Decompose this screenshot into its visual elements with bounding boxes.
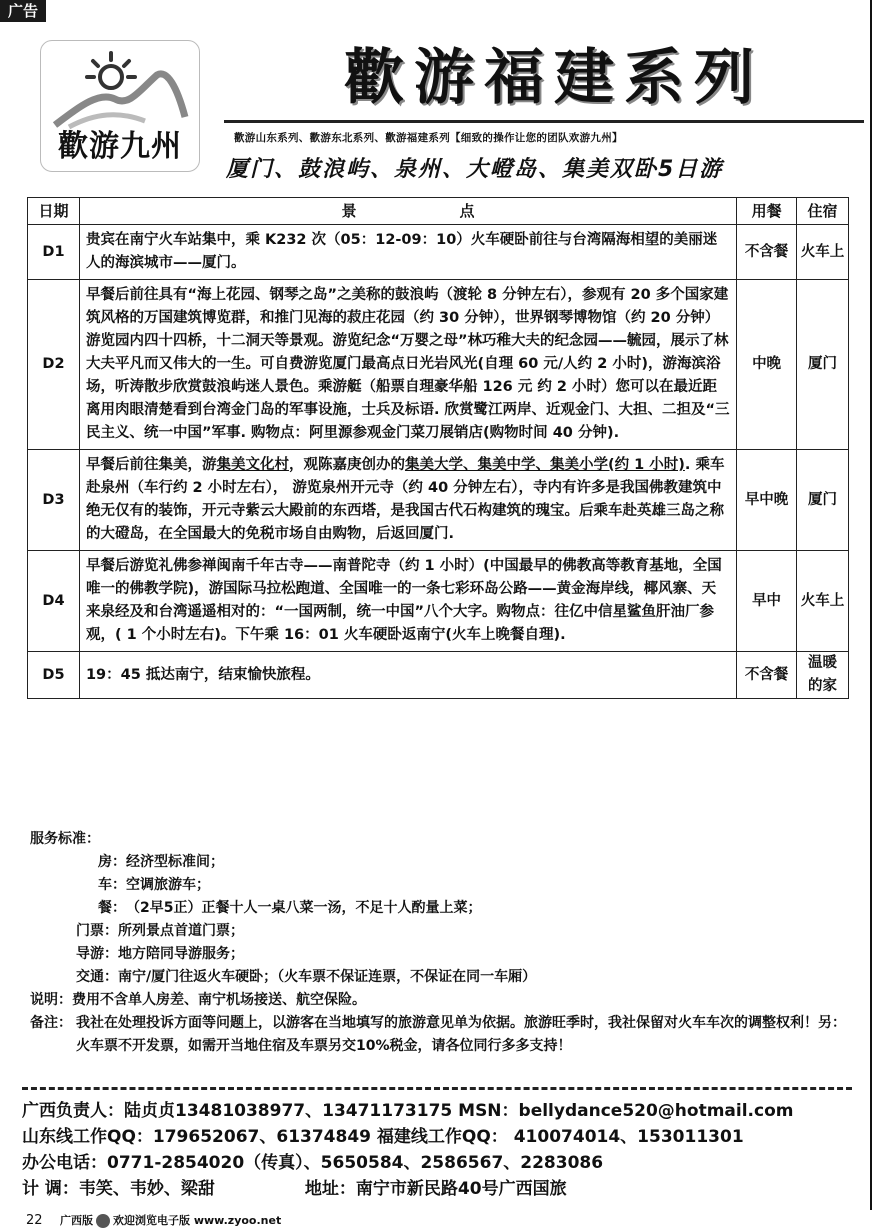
stay-cell: 厦门 <box>797 280 849 450</box>
service-value: 空调旅游车； <box>126 877 210 893</box>
table-row <box>28 652 849 699</box>
welcome-link[interactable]: 欢迎浏览电子版 www.zyoo.net <box>113 1214 282 1227</box>
service-value: 所列景点首道门票； <box>118 923 244 939</box>
contact-line: 山东线工作QQ：179652067、61374849 福建线工作QQ： 410074014、153011301 <box>22 1127 744 1147</box>
header-stay: 住宿 <box>797 198 849 225</box>
service-key: 导游： <box>76 946 118 962</box>
service-heading: 服务标准： <box>30 831 100 847</box>
dashed-divider <box>22 1087 852 1090</box>
contact-line <box>22 1176 868 1202</box>
page-number: 22 <box>26 1213 43 1228</box>
service-item <box>30 874 850 897</box>
series-line: 歡游山东系列、歡游东北系列、歡游福建系列【细致的操作让您的团队欢游九州】 <box>234 132 623 144</box>
service-item <box>30 966 850 989</box>
remark-block <box>30 1012 850 1058</box>
desc-text: 早餐后前往集美，游 <box>85 457 217 473</box>
logo-text: 歡游九州 <box>58 129 182 164</box>
stay-line: 的家 <box>808 678 838 694</box>
desc-text: . 乘车赴泉州（车行约 2 小时左右）， 游览泉州开元寺（约 40 分钟左右），寺内有许多是我国佛教建筑中绝无仅有的装饰，开元寺紫云大殿前的东西塔，是我国古代石构建筑的瑰宝。后乘车赴英雄三岛之称的大磴岛，在全国最大的免税市场自由购物，后返回厦门. <box>85 457 725 542</box>
contact-block <box>22 1098 868 1202</box>
table-row <box>28 551 849 652</box>
table-row <box>28 280 849 450</box>
day-cell: D3 <box>28 450 80 551</box>
meal-cell: 中晚 <box>737 280 797 450</box>
page-title: 歡游福建系列 <box>344 43 764 113</box>
note-value: 费用不含单人房差、南宁机场接送、航空保险。 <box>72 992 366 1008</box>
remark-key: 备注： <box>30 1015 72 1031</box>
contact-line: 广西负责人：陆贞贞13481038977、13471173175 MSN：bellydance520@hotmail.com <box>22 1101 794 1121</box>
stay-cell <box>797 652 849 699</box>
service-key: 交通： <box>76 969 118 985</box>
footer-info <box>60 1210 281 1232</box>
stay-cell: 火车上 <box>797 225 849 280</box>
route-title: 厦门、鼓浪屿、泉州、大嶝岛、集美双卧5日游 <box>226 157 724 182</box>
service-item <box>30 851 850 874</box>
service-value: 地方陪同导游服务； <box>118 946 244 962</box>
planner-names: 计 调：韦笑、韦妙、梁甜 <box>22 1179 215 1199</box>
service-standards <box>30 828 850 1058</box>
desc-text: ，观陈嘉庚创办的 <box>288 457 405 473</box>
desc-cell: 早餐后前往具有“海上花园、钢琴之岛”之美称的鼓浪屿（渡轮 8 分钟左右），参观有 20 多个国家建筑风格的万国建筑博览群，和推门见海的菽庄花园（约 30 分钟），世界钢琴博物馆（约 20 分钟）游览园内四十四桥，十二洞天等景观。游览纪念“万婴之母”林巧稚大夫的纪念园——毓园，展示了林大夫平凡而又伟大的一生。可自费游览厦门最高点日光岩风光(自理 60 元/人约 2 小时)，游海滨浴场，听涛散步欣赏鼓浪屿迷人景色。乘游艇（船票自理豪华船 126 元 约 2 小时）您可以在最近距离用肉眼清楚看到台湾金门岛的军事设施，士兵及标语. 欣赏鹭江两岸、近观金门、大担、二担及“三民主义、统一中国”军事. 购物点：阿里源参观金门菜刀展销店(购物时间 40 分钟). <box>79 280 736 450</box>
contact-line: 办公电话：0771-2854020（传真）、5650584、2586567、2283086 <box>22 1153 604 1173</box>
page-footer <box>0 1210 874 1232</box>
day-cell: D5 <box>28 652 80 699</box>
title-divider <box>224 120 864 123</box>
service-key: 餐： <box>98 900 126 916</box>
header-sight-2: 点 <box>459 201 475 220</box>
meal-cell: 不含餐 <box>737 652 797 699</box>
page-frame-edge <box>870 0 872 1210</box>
itinerary-table <box>27 197 849 699</box>
desc-cell: 早餐后游览礼佛参禅闽南千年古寺——南普陀寺（约 1 小时）(中国最早的佛教高等教育基地，全国唯一的佛教学院)，游国际马拉松跑道、全国唯一的一条七彩环岛公路——黄金海岸线，椰风寨、天来泉经及和台湾遥遥相对的：“一国两制，统一中国”八个大字。购物点：往亿中信星鲨鱼肝油厂参观，( 1 个小时左右)。下午乘 16：01 火车硬卧返南宁(火车上晚餐自理). <box>79 551 736 652</box>
header-day: 日期 <box>28 198 80 225</box>
stay-cell: 厦门 <box>797 450 849 551</box>
day-cell: D2 <box>28 280 80 450</box>
header-meal: 用餐 <box>737 198 797 225</box>
service-item <box>30 897 850 920</box>
meal-cell: 早中 <box>737 551 797 652</box>
day-cell: D1 <box>28 225 80 280</box>
meal-cell: 早中晚 <box>737 450 797 551</box>
header-sight-1: 景 <box>341 201 357 220</box>
service-value: 经济型标准间； <box>126 854 224 870</box>
note-line <box>30 989 850 1012</box>
service-item <box>30 943 850 966</box>
remark-value: 我社在处理投诉方面等问题上，以游客在当地填写的旅游意见单为依据。旅游旺季时，我社保留对火车车次的调整权利！另：火车票不开发票，如需开当地住宿及车票另交10%税金，请各位同行多多支持！ <box>76 1015 846 1054</box>
desc-cell: 19：45 抵达南宁，结束愉快旅程。 <box>79 652 736 699</box>
table-row <box>28 225 849 280</box>
edition-label: 广西版 <box>60 1214 93 1227</box>
service-value: （2早5正）正餐十人一桌八菜一汤，不足十人酌量上菜； <box>126 900 482 916</box>
service-key: 车： <box>98 877 126 893</box>
note-key: 说明： <box>30 992 72 1008</box>
desc-cell <box>79 450 736 551</box>
stay-cell: 火车上 <box>797 551 849 652</box>
service-key: 门票： <box>76 923 118 939</box>
stay-line: 温暖 <box>808 655 838 671</box>
desc-underlined: 集美文化村 <box>216 457 289 473</box>
address: 地址：南宁市新民路40号广西国旅 <box>304 1179 567 1199</box>
brand-logo <box>40 40 200 172</box>
service-value: 南宁/厦门往返火车硬卧；（火车票不保证连票，不保证在同一车厢） <box>118 969 537 985</box>
header-sights <box>79 198 736 225</box>
ad-tag: 广告 <box>0 0 46 22</box>
day-cell: D4 <box>28 551 80 652</box>
desc-cell: 贵宾在南宁火车站集中，乘 K232 次（05：12-09：10）火车硬卧前往与台湾隔海相望的美丽迷人的海滨城市——厦门。 <box>79 225 736 280</box>
desc-underlined: 集美大学、集美中学、集美小学(约 1 小时) <box>404 457 685 473</box>
badge-icon <box>96 1214 110 1228</box>
table-header <box>28 198 849 225</box>
service-item <box>30 920 850 943</box>
meal-cell: 不含餐 <box>737 225 797 280</box>
table-row <box>28 450 849 551</box>
service-key: 房： <box>98 854 126 870</box>
